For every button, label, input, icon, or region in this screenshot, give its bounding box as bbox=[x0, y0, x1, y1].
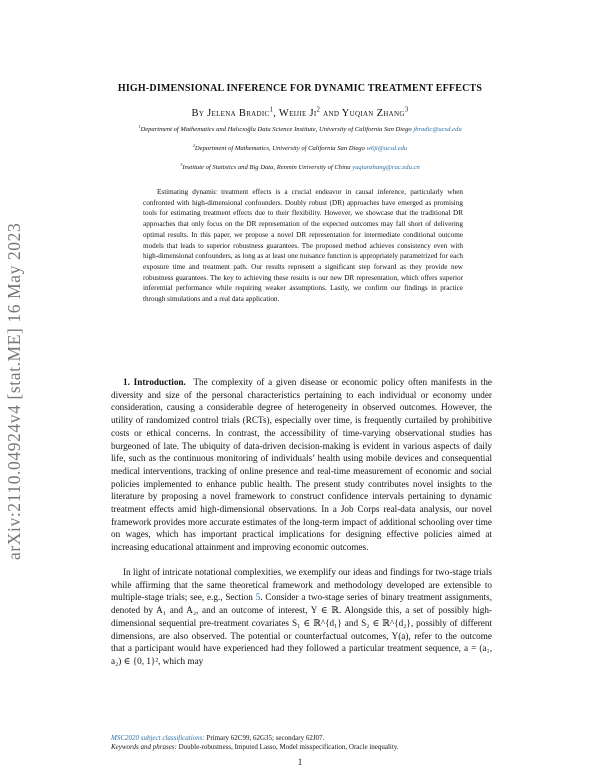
section-link[interactable]: 5 bbox=[255, 592, 261, 603]
affiliation-marker: 2 bbox=[316, 106, 321, 114]
author-separator: and bbox=[320, 108, 342, 119]
email-link[interactable]: w6ji@ucsd.edu bbox=[366, 145, 408, 152]
affiliation-text: Department of Mathematics and Halıcıoğlu Data Science Institute, University of California San Diego bbox=[140, 126, 414, 133]
email-link[interactable]: yuqianzhang@ruc.edu.cn bbox=[352, 164, 420, 171]
affiliation-marker: 1 bbox=[138, 123, 141, 129]
authors-prefix: By bbox=[191, 108, 208, 119]
paragraph-text: The complexity of a given disease or economic policy often manifests in the diversity and size of the personal characteristics pertaining to each individual or economy under consideration, causing a considerable degree of heterogeneity in observed outcomes. However, the utility of randomized control trials (RCTs), especially over time, is frequently curtailed by prohibitive costs or ethical concerns. In contrast, the accessibility of time-varying observational studies has burgeoned of late. The ubiquity of data-driven decision-making is evident in various aspects of daily life, such as the continuous monitoring of individuals’ health using mobile devices and consequential medical interventions, tracking of online presence and real-time measurement of economic and social policies implemented to enhance public health. The present study contributes novel insights to the literature by proposing a novel framework to construct confidence intervals pertaining to dynamic treatment effects amid high-dimensional observations. In a Job Corps real-data analysis, our novel framework provides more accurate estimates of the long-term impact of additional schooling over time on wages, which has important practical implications for designing effective policies aimed at increasing educational attainment and improving economic outcomes. bbox=[111, 377, 492, 553]
msc-link[interactable]: MSC2020 subject classifications: bbox=[111, 734, 205, 742]
keywords-label: Keywords and phrases: bbox=[111, 743, 177, 751]
msc-value: Primary 62C99, 62G35; secondary 62J07. bbox=[204, 734, 325, 742]
paragraph-text: . Consider a two-stage series of binary treatment assignments, denoted by A₁ and A₂, and an outcome of interest, Y ∈ ℝ. Alongside this, a set of possibly high-dimensional sequential pre-treatment covariates S₁ ∈ ℝ^{d₁} and S₂ ∈ ℝ^{d₂}, possibly of different dimensions, are also observed. The potential or counterfactual outcomes, Y(a), refer to the outcome that a participant would have experienced had they followed a particular treatment sequence, a = (a₁, a₂) ∈ {0, 1}², which may bbox=[111, 592, 492, 666]
keywords-footnote bbox=[111, 743, 492, 752]
msc-footnote bbox=[111, 734, 492, 743]
intro-paragraph-2 bbox=[111, 566, 492, 668]
affiliation-text: Institute of Statistics and Big Data, Renmin University of China bbox=[182, 164, 353, 171]
author-name: Jelena Bradic bbox=[207, 108, 270, 119]
affiliation-text: Department of Mathematics, University of California San Diego bbox=[194, 145, 367, 152]
section-heading: 1. Introduction. bbox=[123, 377, 186, 387]
email-link[interactable]: jbradic@ucsd.edu bbox=[413, 126, 462, 133]
affiliation bbox=[60, 161, 540, 171]
affiliation-marker: 3 bbox=[404, 106, 409, 114]
intro-paragraph-1 bbox=[111, 376, 492, 554]
author-separator: , bbox=[273, 108, 279, 119]
paragraph-text: In light of intricate notational complexities, we exemplify our ideas and findings for two-stage trials while affirming that the same theoretical framework and methodology developed are extensible to multiple-stage trials; see, e.g., Section bbox=[111, 567, 492, 603]
affiliation-marker: 3 bbox=[180, 161, 183, 167]
arxiv-identifier: arXiv:2110.04924v4 [stat.ME] 16 May 2023 bbox=[4, 222, 24, 560]
paper-title: HIGH-DIMENSIONAL INFERENCE FOR DYNAMIC TREATMENT EFFECTS bbox=[117, 83, 483, 94]
affiliation bbox=[60, 142, 540, 152]
affiliation bbox=[60, 123, 540, 133]
footnotes bbox=[111, 734, 492, 752]
affiliation-marker: 1 bbox=[269, 106, 274, 114]
author-line bbox=[60, 108, 540, 119]
keywords-value: Double-robustness, Imputed Lasso, Model misspecification, Oracle inequality. bbox=[176, 743, 399, 751]
author-name: Yuqian Zhang bbox=[341, 108, 405, 119]
abstract: Estimating dynamic treatment effects is a crucial endeavor in causal inference, particularly when confronted with high-dimensional confounders. Doubly robust (DR) approaches have emerged as promising tools for estimating treatment effects due to their flexibility. However, we showcase that the traditional DR approaches that only focus on the DR representation of the expected outcomes may fall short of delivering optimal results. In this paper, we propose a novel DR representation for intermediate conditional outcome models that leads to superior robustness guarantees. The proposed method achieves consistency even with high-dimensional confounders, as long as at least one nuisance function is appropriately parametrized for each exposure time and treatment path. Our results represent a significant step forward as they provide new robustness guarantees. The key to achieving these results is our new DR representation, which offers superior inferential performance while requiring weaker assumptions. Lastly, we confirm our findings in practice through simulations and a real data application. bbox=[143, 188, 463, 304]
author-name: Weijie Ji bbox=[278, 108, 317, 119]
page-number: 1 bbox=[297, 757, 303, 767]
affiliation-marker: 2 bbox=[192, 142, 195, 148]
